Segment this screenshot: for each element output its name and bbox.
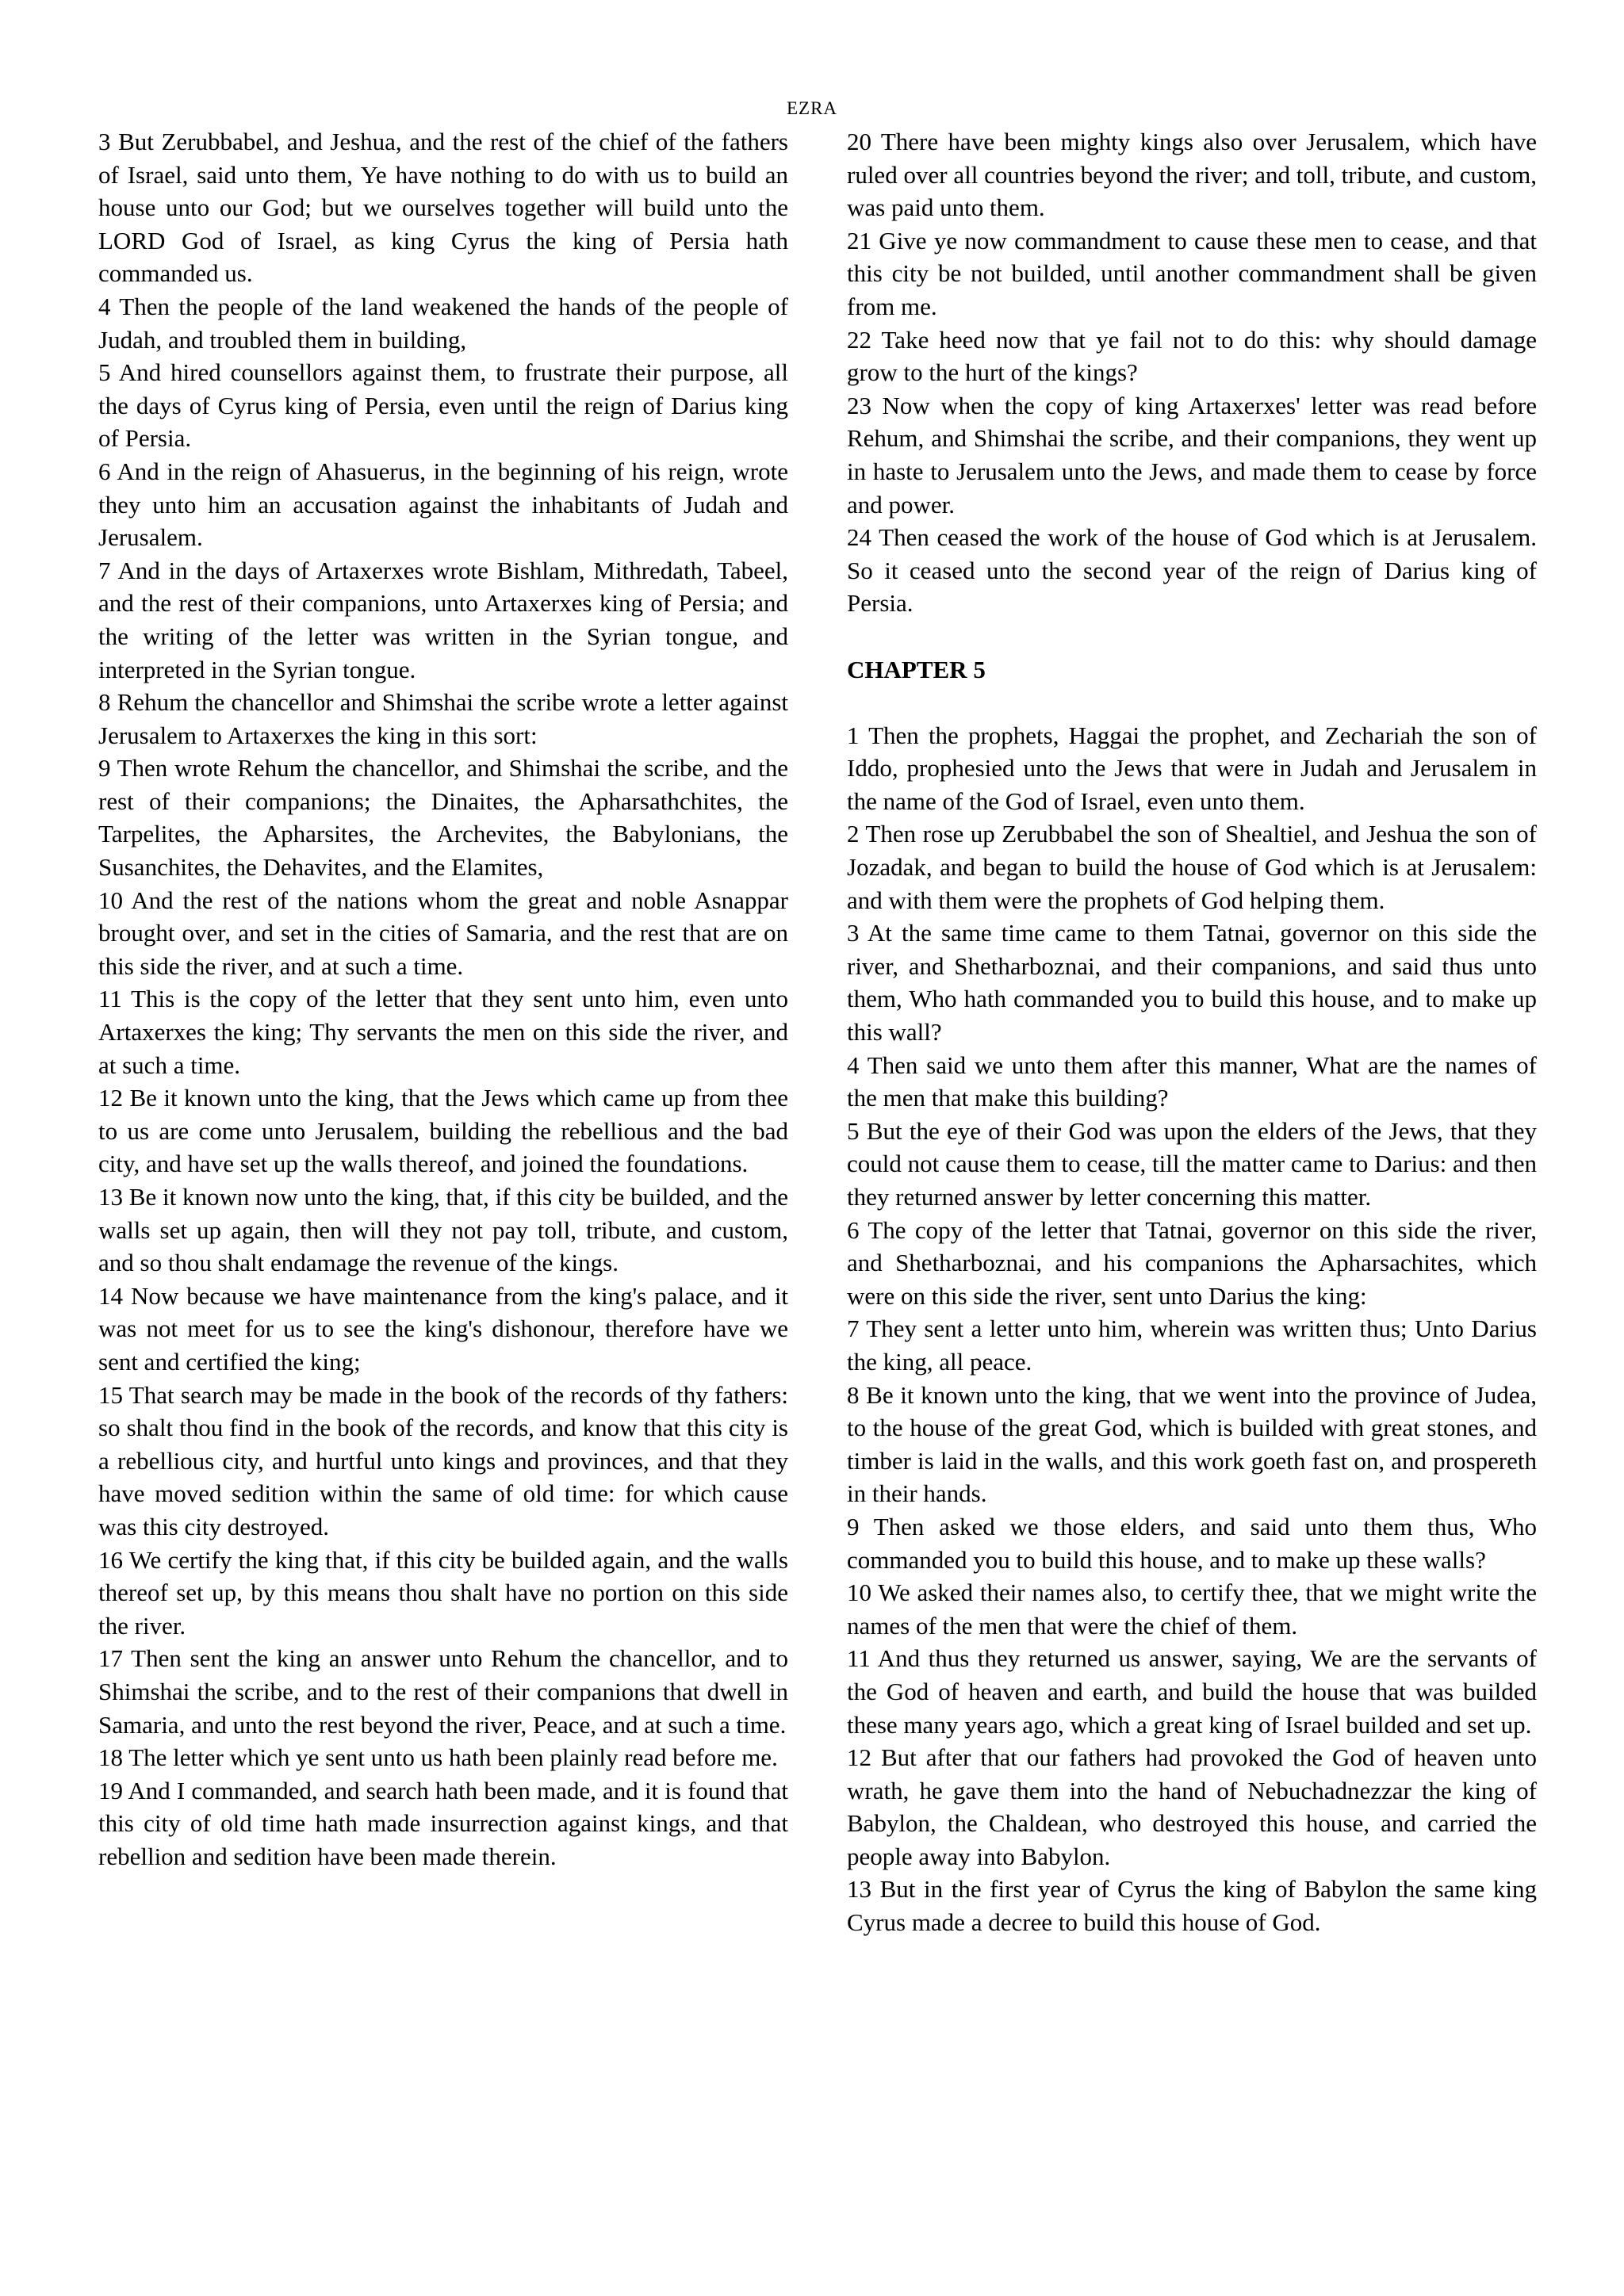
verse-4-10: 10 And the rest of the nations whom the great and noble Asnappar brought over, and set in the cities of Samaria, and the rest that are on this side the river, and at such a time. bbox=[98, 886, 788, 980]
verse-4-6: 6 And in the reign of Ahasuerus, in the beginning of his reign, wrote they unto him an accusation against the inhabitants of Judah and Jerusalem. bbox=[98, 457, 788, 552]
verse-4-12: 12 Be it known unto the king, that the Jews which came up from thee to us are come unto Jerusalem, building the rebellious and the bad city, and have set up the walls thereof, and joined the foundations. bbox=[98, 1084, 788, 1178]
running-head: EZRA bbox=[786, 98, 838, 118]
verse-4-16: 16 We certify the king that, if this city be builded again, and the walls thereof set up, by this means thou shalt have no portion on this side the river. bbox=[98, 1545, 788, 1640]
verse-5-4: 4 Then said we unto them after this manner, What are the names of the men that make this building? bbox=[847, 1050, 1537, 1112]
verse-4-15: 15 That search may be made in the book of the records of thy fathers: so shalt thou find in the book of the records, and know that this city is a rebellious city, and hurtful unto kings and provinces, and that they have moved sedition within the same of old time: for which cause was this city destroyed. bbox=[98, 1380, 788, 1540]
verse-4-4: 4 Then the people of the land weakened the hands of the people of Judah, and troubled them in building, bbox=[98, 292, 788, 354]
verse-5-5: 5 But the eye of their God was upon the elders of the Jews, that they could not cause them to cease, till the matter came to Darius: and then they returned answer by letter concerning this matter. bbox=[847, 1116, 1537, 1211]
verse-5-10: 10 We asked their names also, to certify thee, that we might write the names of the men that were the chief of them. bbox=[847, 1578, 1537, 1640]
verse-5-8: 8 Be it known unto the king, that we went into the province of Judea, to the house of the great God, which is builded with great stones, and timber is laid in the walls, and this work goeth fast on, and prospereth in their hands. bbox=[847, 1380, 1537, 1508]
verse-5-6: 6 The copy of the letter that Tatnai, governor on this side the river, and Shetharboznai, and his companions the Apharsachites, which were on this side the river, sent unto Darius the king: bbox=[847, 1215, 1537, 1310]
verse-5-13: 13 But in the first year of Cyrus the king of Babylon the same king Cyrus made a decree to build this house of God. bbox=[847, 1875, 1537, 1937]
verse-4-23: 23 Now when the copy of king Artaxerxes' letter was read before Rehum, and Shimshai the scribe, and their companions, they went up in haste to Jerusalem unto the Jews, and made them to cease by force and power. bbox=[847, 391, 1537, 519]
verse-4-22: 22 Take heed now that ye fail not to do this: why should damage grow to the hurt of the kings? bbox=[847, 325, 1537, 387]
verse-4-20: 20 There have been mighty kings also over Jerusalem, which have ruled over all countries beyond the river; and toll, tribute, and custom, was paid unto them. bbox=[847, 128, 1537, 222]
chapter-heading: CHAPTER 5 bbox=[847, 655, 986, 683]
verse-4-13: 13 Be it known now unto the king, that, if this city be builded, and the walls set up again, then will they not pay toll, tribute, and custom, and so thou shalt endamage the revenue of the kings. bbox=[98, 1183, 788, 1277]
verse-4-5: 5 And hired counsellors against them, to frustrate their purpose, all the days of Cyrus king of Persia, even until the reign of Darius king of Persia. bbox=[98, 358, 788, 453]
verse-4-19: 19 And I commanded, and search hath been made, and it is found that this city of old time hath made insurrection against kings, and that rebellion and sedition have been made therein. bbox=[98, 1776, 788, 1870]
verse-4-17: 17 Then sent the king an answer unto Rehum the chancellor, and to Shimshai the scribe, and to the rest of their companions that dwell in Samaria, and unto the rest beyond the river, Peace, and at such a time. bbox=[98, 1644, 788, 1739]
left-column bbox=[98, 125, 788, 1873]
verse-5-11: 11 And thus they returned us answer, saying, We are the servants of the God of heaven and earth, and build the house that was builded these many years ago, which a great king of Israel builded and set up. bbox=[847, 1644, 1537, 1739]
verse-4-24: 24 Then ceased the work of the house of God which is at Jerusalem. So it ceased unto the second year of the reign of Darius king of Persia. bbox=[847, 523, 1537, 618]
verse-5-12: 12 But after that our fathers had provoked the God of heaven unto wrath, he gave them into the hand of Nebuchadnezzar the king of Babylon, the Chaldean, who destroyed this house, and carried the people away into Babylon. bbox=[847, 1743, 1537, 1870]
verse-5-7: 7 They sent a letter unto him, wherein was written thus; Unto Darius the king, all peace. bbox=[847, 1314, 1537, 1376]
verse-4-18: 18 The letter which ye sent unto us hath been plainly read before me. bbox=[98, 1743, 778, 1772]
right-column bbox=[847, 125, 1537, 1939]
verse-4-14: 14 Now because we have maintenance from the king's palace, and it was not meet for us to see the king's dishonour, therefore have we sent and certified the king; bbox=[98, 1281, 788, 1376]
verse-4-9: 9 Then wrote Rehum the chancellor, and Shimshai the scribe, and the rest of their companions; the Dinaites, the Apharsathchites, the Tarpelites, the Apharsites, the Archevites, the Babylonians, the Susanchites, the Dehavites, and the Elamites, bbox=[98, 754, 788, 882]
verse-4-7: 7 And in the days of Artaxerxes wrote Bishlam, Mithredath, Tabeel, and the rest of their companions, unto Artaxerxes king of Persia; and the writing of the letter was written in the Syrian tongue, and interpreted in the Syrian tongue. bbox=[98, 556, 788, 683]
verse-5-9: 9 Then asked we those elders, and said unto them thus, Who commanded you to build this house, and to make up these walls? bbox=[847, 1512, 1537, 1574]
verse-4-11: 11 This is the copy of the letter that they sent unto him, even unto Artaxerxes the king; Thy servants the men on this side the river, and at such a time. bbox=[98, 985, 788, 1079]
verse-4-21: 21 Give ye now commandment to cause these men to cease, and that this city be not builded, until another commandment shall be given from me. bbox=[847, 226, 1537, 320]
verse-4-3: 3 But Zerubbabel, and Jeshua, and the rest of the chief of the fathers of Israel, said unto them, Ye have nothing to do with us to build an house unto our God; but we ourselves together will build unto the LORD God of Israel, as king Cyrus the king of Persia hath commanded us. bbox=[98, 128, 788, 288]
verse-5-2: 2 Then rose up Zerubbabel the son of Shealtiel, and Jeshua the son of Jozadak, and began to build the house of God which is at Jerusalem: and with them were the prophets of God helping them. bbox=[847, 820, 1537, 914]
verse-5-3: 3 At the same time came to them Tatnai, governor on this side the river, and Shetharboznai, and their companions, and said thus unto them, Who hath commanded you to build this house, and to make up this wall? bbox=[847, 919, 1537, 1047]
verse-4-8: 8 Rehum the chancellor and Shimshai the scribe wrote a letter against Jerusalem to Artaxerxes the king in this sort: bbox=[98, 688, 788, 749]
verse-5-1: 1 Then the prophets, Haggai the prophet, and Zechariah the son of Iddo, prophesied unto the Jews that were in Judah and Jerusalem in the name of the God of Israel, even unto them. bbox=[847, 721, 1537, 815]
